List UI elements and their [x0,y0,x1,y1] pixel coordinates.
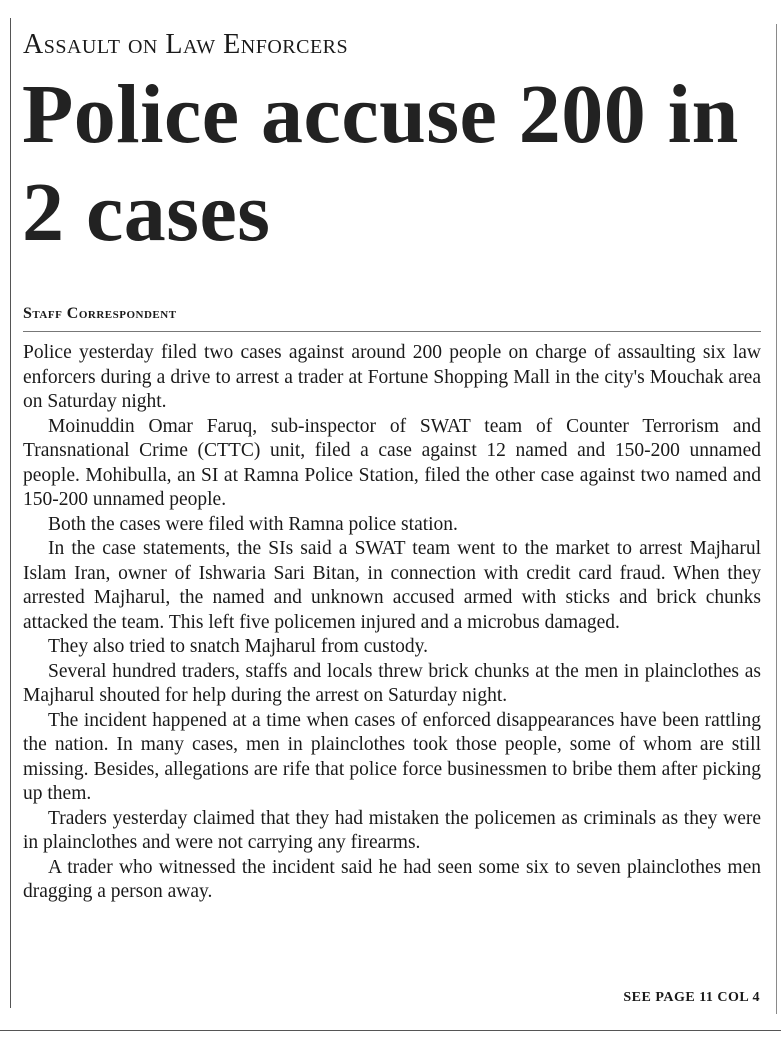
paragraph: A trader who witnessed the incident said he had seen some six to seven plainclothes men dragging a person away. [23,856,761,902]
paragraph: Police yesterday filed two cases against around 200 people on charge of assaulting six law enforcers during a drive to arrest a trader at Fortune Shopping Mall in the city's Mouchak area on Saturday night. [23,342,761,412]
continued-on-page: SEE PAGE 11 COL 4 [623,990,760,1005]
paragraph: The incident happened at a time when cases of enforced disappearances have been rattling the nation. In many cases, men in plainclothes took those people, some of whom are still missing. Besides, allegations are rife that police force businessmen to bribe them after picking up them. [23,709,761,804]
paragraph: Both the cases were filed with Ramna police station. [48,513,458,535]
paragraph: Moinuddin Omar Faruq, sub-inspector of SWAT team of Counter Terrorism and Transnational Crime (CTTC) unit, filed a case against 12 named and 150-200 unnamed people. Mohibulla, an SI at Ramna Police Station, filed the other case against two named and 150-200 unnamed people. [23,415,761,510]
byline-divider [23,331,761,332]
paragraph: Traders yesterday claimed that they had mistaken the policemen as criminals as they were in plainclothes and were not carrying any firearms. [23,807,761,853]
left-column-rule [10,18,11,1008]
article-body [23,341,761,905]
kicker: Assault on Law Enforcers [23,29,349,60]
byline: Staff Correspondent [23,305,177,322]
paragraph: Several hundred traders, staffs and locals threw brick chunks at the men in plainclothes as Majharul shouted for help during the arrest on Saturday night. [23,660,761,706]
paragraph: They also tried to snatch Majharul from custody. [48,636,428,657]
headline: Police accuse 200 in 2 cases [22,68,739,259]
right-column-rule [776,24,777,1014]
bottom-rule [0,1030,781,1031]
paragraph: In the case statements, the SIs said a SWAT team went to the market to arrest Majharul Islam Iran, owner of Ishwaria Sari Bitan, in connection with credit card fraud. When they arrested Majharul, the named and unknown accused armed with sticks and brick chunks attacked the team. This left five policemen injured and a microbus damaged. [23,538,761,633]
